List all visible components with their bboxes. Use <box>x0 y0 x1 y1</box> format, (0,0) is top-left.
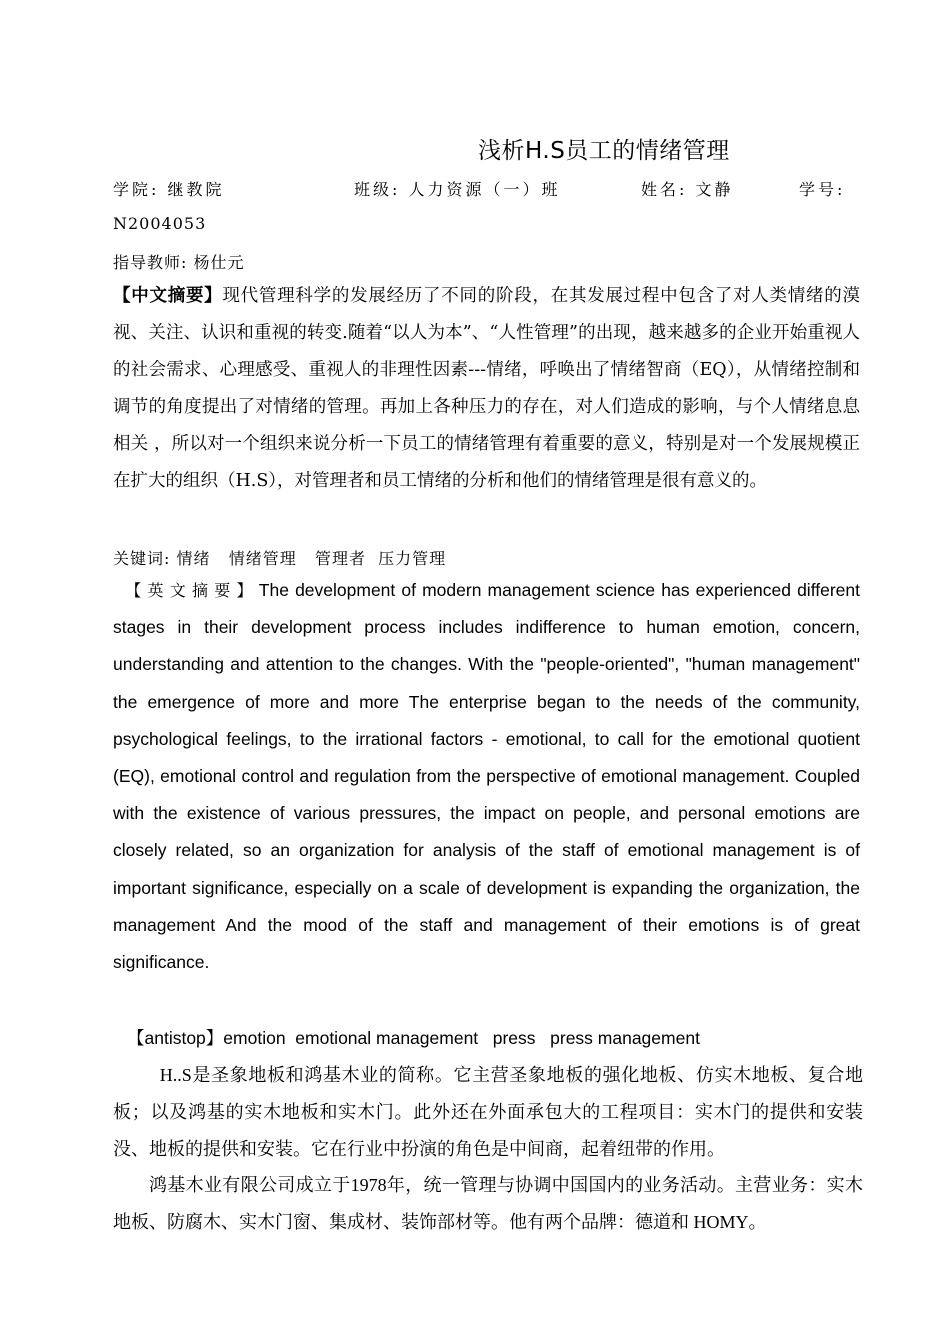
english-abstract <box>113 572 860 981</box>
chinese-abstract-label: 【中文摘要】 <box>113 286 223 306</box>
english-abstract-text: The development of modern management science has experienced different stages in their development process includes indifference to human emotion, concern, understanding and attention to the changes. With the "people-oriented", "human management" the emergence of more and more The enterprise began to the needs of the community, psychological feelings, to the irrational factors - emotional, to call for the emotional quotient (EQ), emotional control and regulation from the perspective of emotional management. Coupled with the existence of various pressures, the impact on people, and personal emotions are closely related, so an organization for analysis of the staff of emotional management is of important significance, especially on a scale of development is expanding the organization, the management And the mood of the staff and management of their emotions is of great significance. <box>113 580 860 973</box>
body-paragraph-1: H..S是圣象地板和鸿基木业的简称。它主营圣象地板的强化地板、仿实木地板、复合地板；以及鸿基的实木地板和实木门。此外还在外面承包大的工程项目：实木门的提供和安装没、地板的提供和安装。它在行业中扮演的角色是中间商，起着纽带的作用。 <box>113 1065 863 1159</box>
body-paragraph-2: 鸿基木业有限公司成立于1978年，统一管理与协调中国国内的业务活动。主营业务：实木地板、防腐木、实木门窗、集成材、装饰部材等。他有两个品牌：德道和 HOMY。 <box>113 1175 863 1232</box>
chinese-abstract-text: 现代管理科学的发展经历了不同的阶段，在其发展过程中包含了对人类情绪的漠视、关注、认识和重视的转变.随着“以人为本”、“人性管理”的出现，越来越多的企业开始重视人的社会需求、心理感受、重视人的非理性因素---情绪，呼唤出了情绪智商（EQ），从情绪控制和调节的角度提出了对情绪的管理。再加上各种压力的存在，对人们造成的影响，与个人情绪息息相关 ，所以对一个组织来说分析一下员工的情绪管理有着重要的意义，特别是对一个发展规模正在扩大的组织（H.S），对管理者和员工情绪的分析和他们的情绪管理是很有意义的。 <box>113 286 861 491</box>
english-keywords-line: 【antistop】emotion emotional management press press management <box>127 1028 700 1048</box>
english-abstract-label: 【英文摘要】 <box>125 581 259 600</box>
name-field: 姓名: 文静 <box>641 180 734 199</box>
student-number: N2004053 <box>113 214 207 233</box>
keywords-line: 关键词: 情绪 情绪管理 管理者 压力管理 <box>113 549 447 568</box>
chinese-abstract <box>113 278 860 500</box>
college-field: 学院: 继教院 <box>113 180 225 199</box>
class-field: 班级: 人力资源（一）班 <box>354 180 561 199</box>
page-title: 浅析H.S员工的情绪管理 <box>478 138 730 164</box>
advisor-line: 指导教师: 杨仕元 <box>113 253 245 272</box>
author-info-line <box>113 177 873 201</box>
student-no-label: 学号: <box>799 180 846 199</box>
